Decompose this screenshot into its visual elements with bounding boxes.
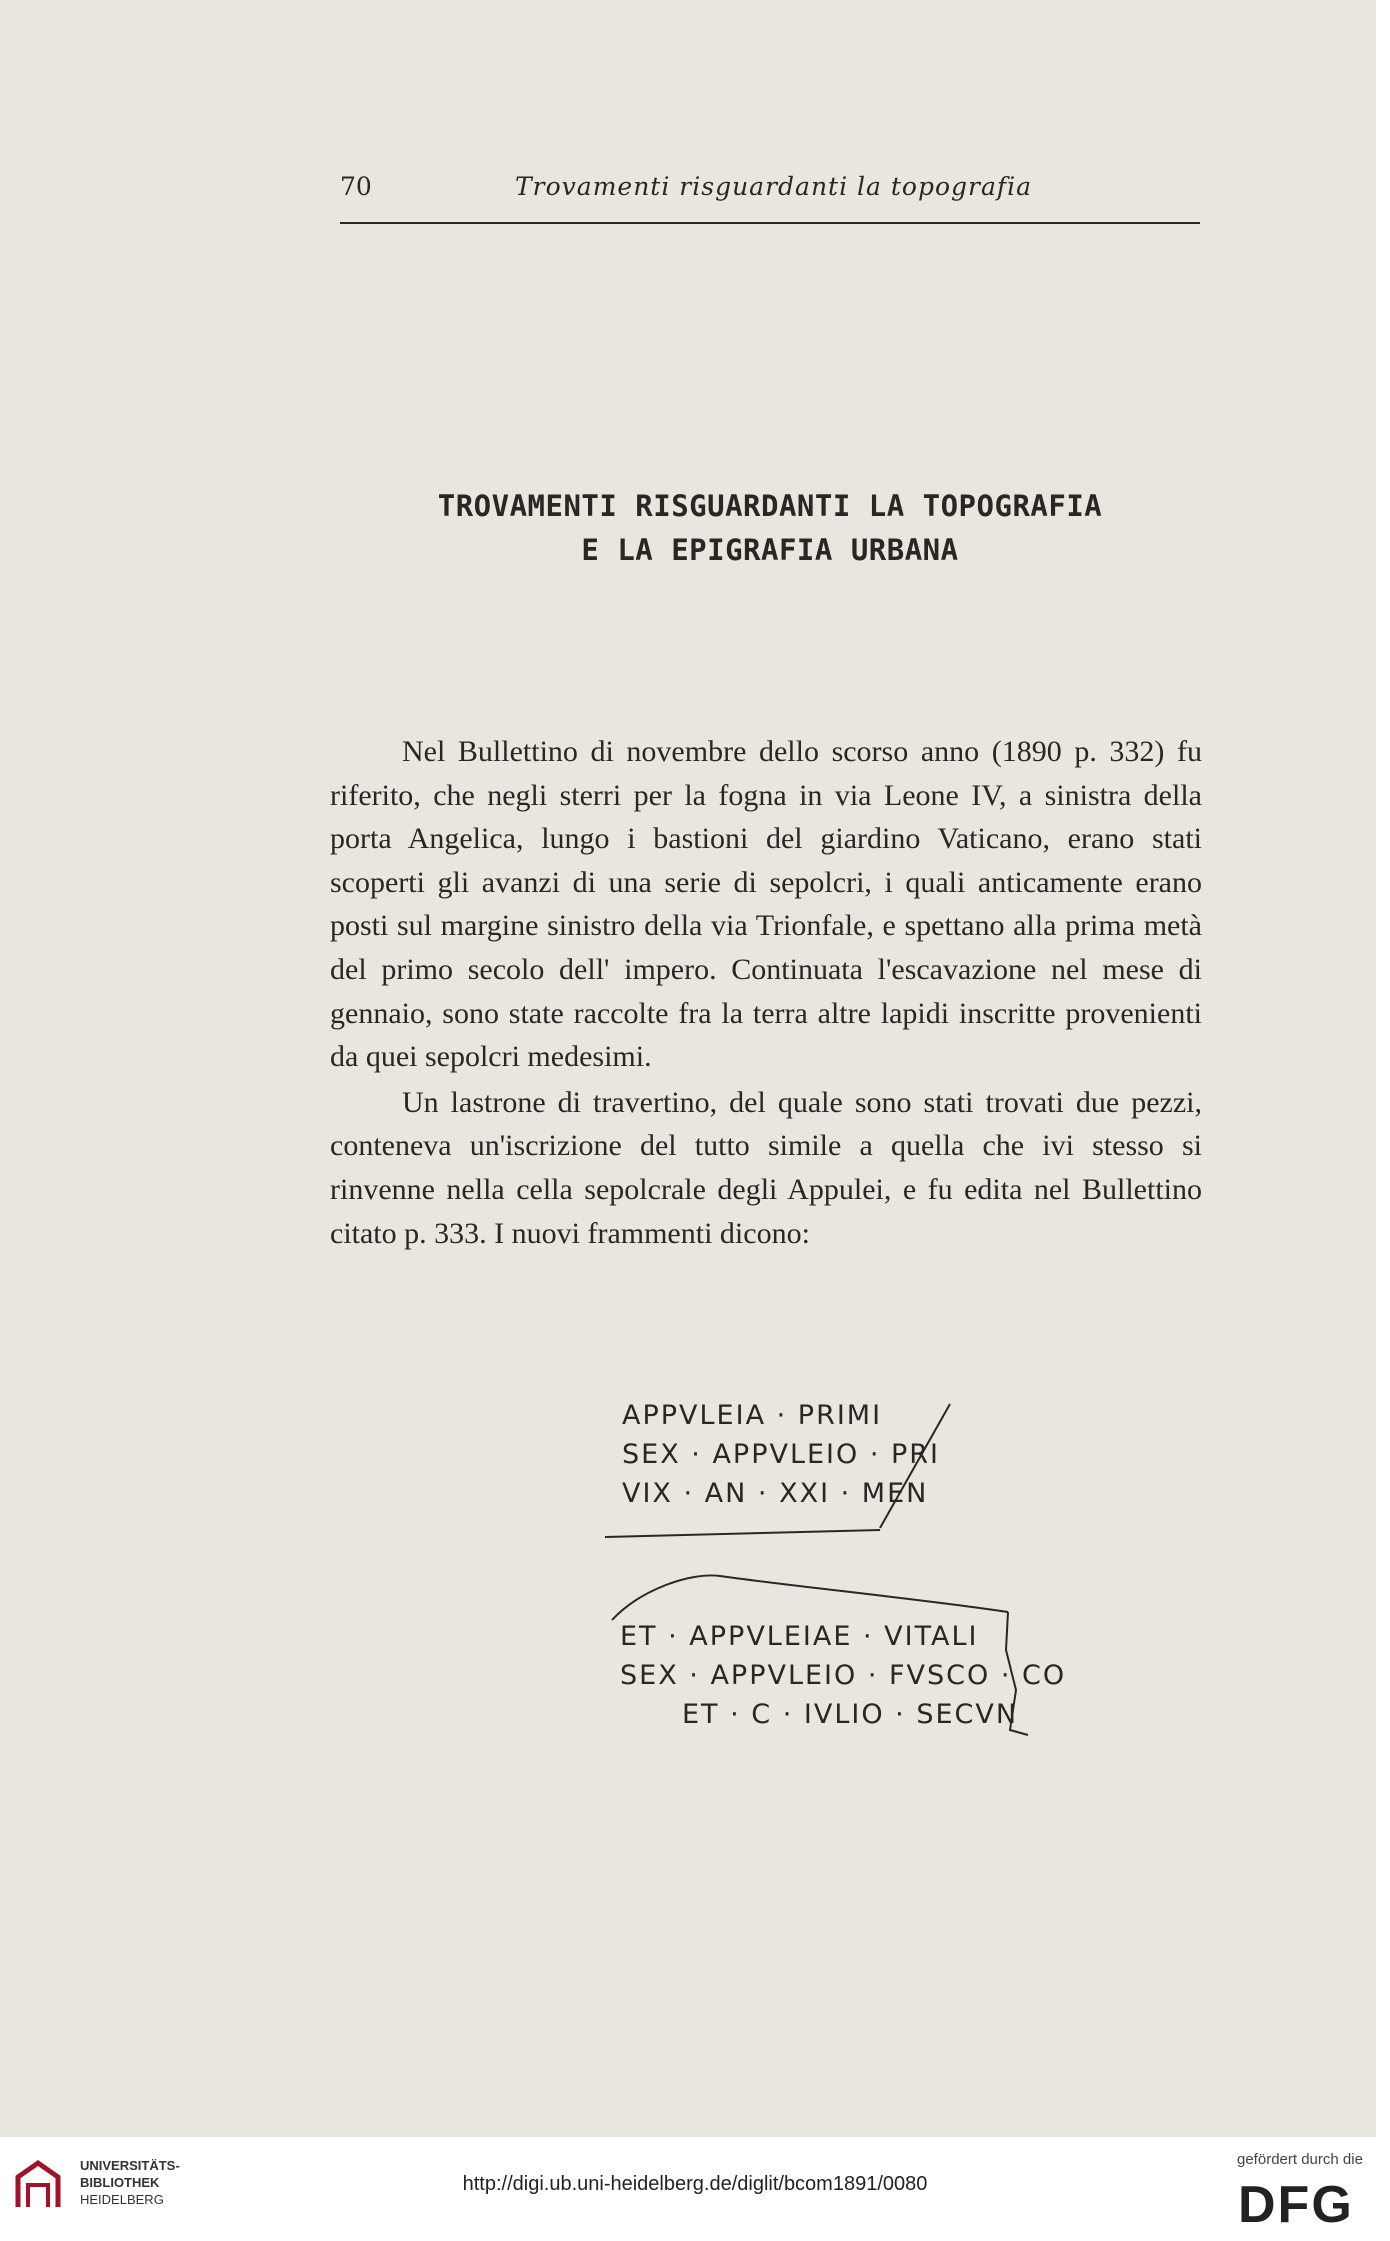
inscription2-line-2: SEX · APPVLEIO · FVSCO · CO (620, 1660, 1067, 1691)
inscription1-line-2: SEX · APPVLEIO · PRI (622, 1439, 941, 1470)
inscription-fragment-2 (620, 1617, 1066, 1734)
inscription1-line-1: APPVLEIA · PRIMI (622, 1400, 883, 1431)
inscription2-line-3: ET · C · IVLIO · SECVN (682, 1699, 1019, 1730)
funded-by-label: gefördert durch die (1237, 2151, 1363, 2168)
page-edge (1376, 0, 1390, 2137)
page-number: 70 (340, 172, 372, 201)
dfg-logo: DFG (1238, 2176, 1354, 2234)
viewer-footer (0, 2137, 1390, 2241)
inscription1-line-3: VIX · AN · XXI · MEN (622, 1478, 929, 1509)
paragraph-2: Un lastrone di travertino, del quale sono stati trovati due pezzi, conteneva un'iscrizione del tutto simile a quella che ivi stesso si rinvenne nella cella sepolcrale degli Appulei, e fu edita nel Bullettino citato p. 333. I nuovi frammenti dicono: (330, 1085, 1202, 1250)
fragment1-bottom-edge (605, 1530, 880, 1537)
fragment2-top-edge (612, 1575, 1008, 1620)
library-name-line-3: HEIDELBERG (80, 2192, 164, 2207)
inscription-fragment-1 (622, 1396, 940, 1513)
running-title: Trovamenti risguardanti la topografia (515, 172, 1033, 201)
paragraph-1: Nel Bullettino di novembre dello scorso anno (1890 p. 332) fu riferito, che negli sterri per la fogna in via Leone IV, a sinistra della porta Angelica, lungo i bastioni del giardino Vaticano, erano stati scoperti gli avanzi di una serie di sepolcri, i quali anticamente erano posti sul margine sinistro della via Trionfale, e spettano alla prima metà del primo secolo dell' impero. Continuata l'escavazione nel mese di gennaio, sono state raccolte fra la terra altre lapidi inscritte provenienti da quei sepolcri medesimi. (330, 735, 1202, 1074)
inscription2-line-1: ET · APPVLEIAE · VITALI (620, 1621, 979, 1652)
title-line-2: E LA EPIGRAFIA URBANA (581, 533, 959, 567)
library-name-line-2: BIBLIOTHEK (80, 2175, 160, 2190)
library-name-line-1: UNIVERSITÄTS- (80, 2158, 180, 2173)
title-line-1: TROVAMENTI RISGUARDANTI LA TOPOGRAFIA (437, 489, 1103, 523)
permalink-url[interactable]: http://digi.ub.uni-heidelberg.de/diglit/bcom1891/0080 (462, 2173, 928, 2195)
